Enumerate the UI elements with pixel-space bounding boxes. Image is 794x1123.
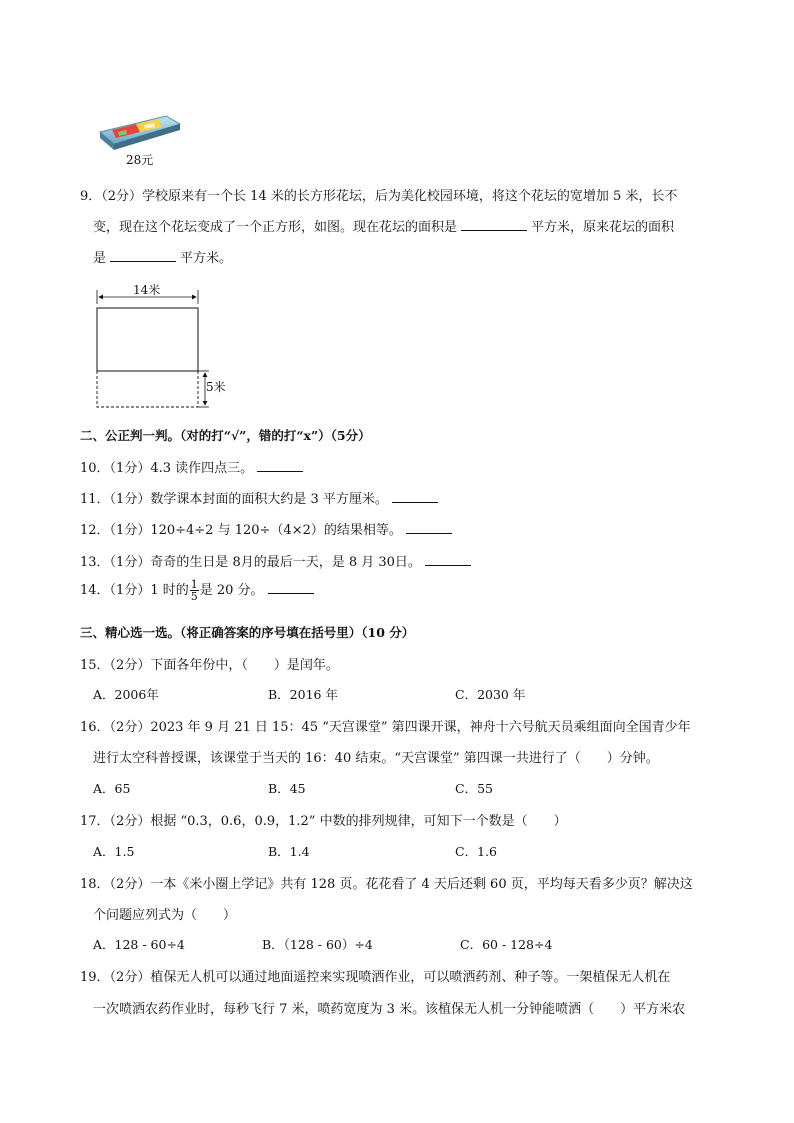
q18-option-c[interactable]: C．60 - 128÷4 bbox=[460, 937, 553, 952]
q16-option-b[interactable]: B．45 bbox=[268, 781, 306, 796]
q15-text: 15．（2分）下面各年份中，（ ）是闰年。 bbox=[80, 658, 339, 673]
q16-option-a[interactable]: A．65 bbox=[93, 781, 131, 796]
pencil-box-image bbox=[96, 110, 182, 152]
q9-answer-blank-1[interactable] bbox=[461, 217, 527, 231]
q9-line2-text-b: 平方米，原来花坛的面积 bbox=[531, 220, 675, 235]
q12-answer-blank[interactable] bbox=[406, 520, 452, 534]
q15-option-a[interactable]: A．2006年 bbox=[93, 687, 159, 702]
q14-answer-blank[interactable] bbox=[268, 580, 314, 594]
fraction-denominator: 5 bbox=[190, 590, 198, 603]
q13 bbox=[80, 551, 475, 570]
q11 bbox=[80, 488, 442, 507]
q17-option-a[interactable]: A．1.5 bbox=[93, 844, 135, 859]
q15-option-c[interactable]: C．2030 年 bbox=[455, 687, 526, 702]
q9-line1: 9．（2分）学校原来有一个长 14 米的长方形花坛，后为美化校园环境，将这个花坛的宽增加 5 米，长不 bbox=[80, 189, 678, 204]
fraction-numerator: 1 bbox=[190, 578, 198, 591]
q11-answer-blank[interactable] bbox=[392, 489, 438, 503]
q19-line1: 19．（2分）植保无人机可以通过地面遥控来实现喷洒作业，可以喷洒药剂、种子等。一架植保无人机在 bbox=[80, 970, 671, 985]
q18-line1: 18．（2分）一本《米小圈上学记》共有 128 页。花花看了 4 天后还剩 60 页，平均每天看多少页？解决这 bbox=[80, 877, 693, 892]
q12-text: 12．（1分）120÷4÷2 与 120÷（4×2）的结果相等。 bbox=[80, 523, 402, 538]
q9-line3-text-b: 平方米。 bbox=[180, 251, 233, 266]
q9-line2-text-a: 变，现在这个花坛变成了一个正方形，如图。现在花坛的面积是 bbox=[93, 220, 458, 235]
q18-line2: 个问题应列式为（ ） bbox=[93, 908, 237, 923]
q16-option-c[interactable]: C．55 bbox=[455, 781, 493, 796]
q14-prefix: 14．（1分）1 时的 bbox=[80, 583, 189, 598]
section-3-title: 三、精心选一选。（将正确答案的序号填在括号里）（10 分） bbox=[80, 625, 415, 640]
q13-text: 13．（1分）奇奇的生日是 8月的最后一天，是 8 月 30日。 bbox=[80, 555, 421, 570]
q10-answer-blank[interactable] bbox=[257, 458, 303, 472]
q17-option-c[interactable]: C．1.6 bbox=[455, 844, 497, 859]
q12 bbox=[80, 519, 456, 538]
q16-line1: 16．（2分）2023 年 9 月 21 日 15：45 “天宫课堂” 第四课开课，神舟十六号航天员乘组面向全国青少年 bbox=[80, 720, 691, 735]
q13-answer-blank[interactable] bbox=[425, 552, 471, 566]
q17-option-b[interactable]: B．1.4 bbox=[268, 844, 310, 859]
fraction-one-fifth bbox=[190, 579, 199, 602]
q15-option-b[interactable]: B．2016 年 bbox=[268, 687, 338, 702]
q18-option-b[interactable]: B．（128 - 60）÷4 bbox=[262, 937, 373, 952]
q10 bbox=[80, 457, 307, 476]
section-2-title: 二、公正判一判。（对的打“√”，错的打“x”）（5分） bbox=[80, 428, 371, 443]
diagram-side-label: 5米 bbox=[206, 380, 226, 394]
q16-line2: 进行太空科普授课，该课堂于当天的 16：40 结束。“天宫课堂” 第四课一共进行了（ ）分钟。 bbox=[93, 751, 659, 766]
q9-answer-blank-2[interactable] bbox=[110, 248, 176, 262]
q9-line3 bbox=[93, 247, 232, 266]
q9-line3-text-a: 是 bbox=[93, 251, 107, 266]
q14-suffix: 是 20 分。 bbox=[199, 583, 264, 598]
original-rectangle bbox=[97, 308, 198, 371]
q17-text: 17．（2分）根据 “0.3，0.6，0.9，1.2” 中数的排列规律，可知下一个数是（ ） bbox=[80, 814, 567, 829]
q19-line2: 一次喷洒农药作业时，每秒飞行 7 米，喷药宽度为 3 米。该植保无人机一分钟能喷洒（ ）平方米农 bbox=[93, 1002, 686, 1017]
diagram-top-label: 14米 bbox=[133, 283, 161, 297]
extension-dashed bbox=[97, 371, 198, 407]
q10-text: 10．（1分）4.3 读作四点三。 bbox=[80, 461, 254, 476]
q14 bbox=[80, 579, 318, 602]
q11-text: 11．（1分）数学课本封面的面积大约是 3 平方厘米。 bbox=[80, 492, 388, 507]
q9-line2 bbox=[93, 216, 674, 235]
price-label: 28元 bbox=[126, 153, 154, 167]
q18-option-a[interactable]: A．128 - 60÷4 bbox=[93, 937, 185, 952]
